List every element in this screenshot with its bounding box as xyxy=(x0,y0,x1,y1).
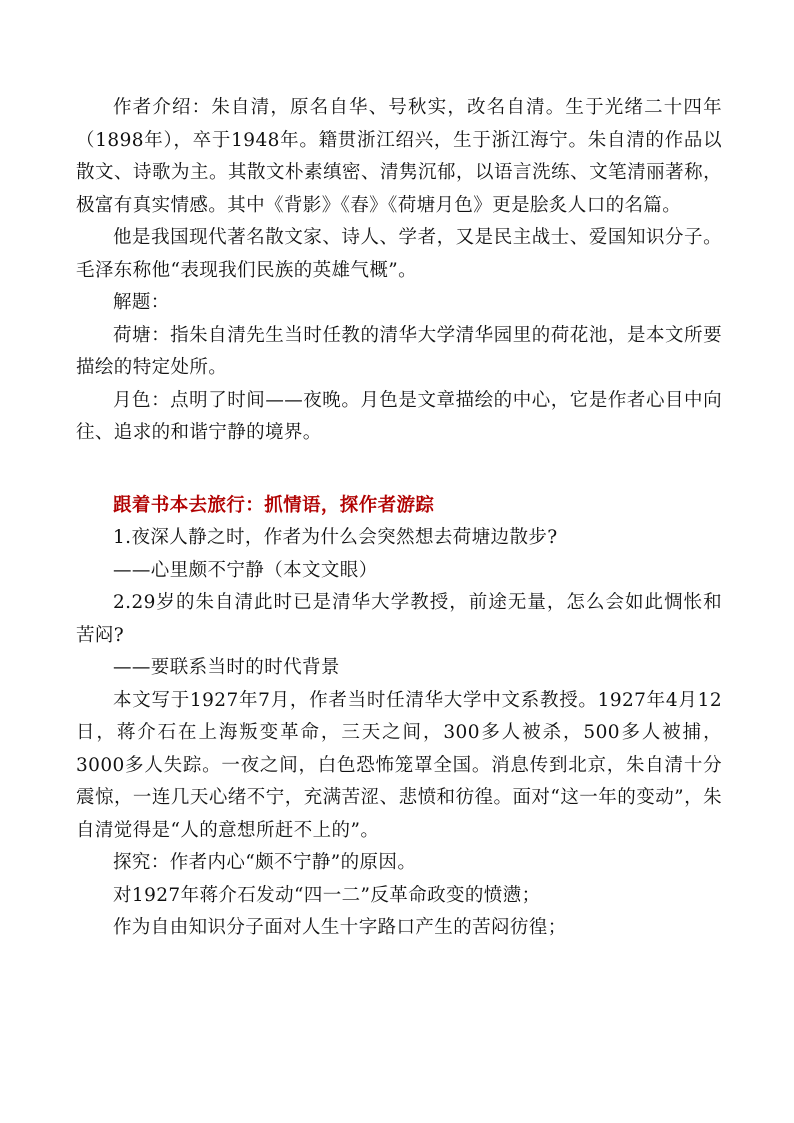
explore-paragraph: 探究：作者内心“颇不宁静”的原因。 xyxy=(113,852,417,873)
yuese-explanation: 月色：点明了时间——夜晚。月色是文章描绘的中心，它是作者心目中向往、追求的和谐宁静的境界。 xyxy=(76,389,722,443)
author-intro-paragraph: 作者介绍：朱自清，原名自华、号秋实，改名自清。生于光绪二十四年（1898年），卒于1948年。籍贯浙江绍兴，生于浙江海宁。朱自清的作品以散文、诗歌为主。其散文朴素缜密、清隽沉郁，以语言洗练、文笔清丽著称，极富有真实情感。其中《背影》《春》《荷塘月色》更是脍炙人口的名篇。 xyxy=(76,97,722,216)
reason-2: 作为自由知识分子面对人生十字路口产生的苦闷彷徨； xyxy=(113,917,567,938)
reason-1: 对1927年蒋介石发动“四一二”反革命政变的愤懑； xyxy=(113,884,541,906)
answer-2: ——要联系当时的时代背景 xyxy=(113,657,340,678)
section-heading: 跟着书本去旅行：抓情语，探作者游踪 xyxy=(113,494,435,516)
hetang-explanation: 荷塘：指朱自清先生当时任教的清华大学清华园里的荷花池，是本文所要描绘的特定处所。 xyxy=(76,324,722,378)
document-page xyxy=(76,92,722,945)
author-status-paragraph: 他是我国现代著名散文家、诗人、学者，又是民主战士、爱国知识分子。毛泽东称他“表现我们民族的英雄气概”。 xyxy=(76,227,722,281)
answer-1: ——心里颇不宁静（本文文眼） xyxy=(113,559,378,581)
question-1: 1.夜深人静之时，作者为什么会突然想去荷塘边散步? xyxy=(113,527,558,548)
background-paragraph: 本文写于1927年7月，作者当时任清华大学中文系教授。1927年4月12日，蒋介石在上海叛变革命，三天之间，300多人被杀，500多人被捕，3000多人失踪。一夜之间，白色恐怖笼罩全国。消息传到北京，朱自清十分震惊，一连几天心绪不宁，充满苦涩、悲愤和彷徨。面对“这一年的变动”，朱自清觉得是“人的意想所赶不上的”。 xyxy=(76,689,722,841)
title-explanation-label: 解题： xyxy=(113,292,170,313)
question-2: 2.29岁的朱自清此时已是清华大学教授，前途无量，怎么会如此惆怅和苦闷? xyxy=(76,592,722,646)
